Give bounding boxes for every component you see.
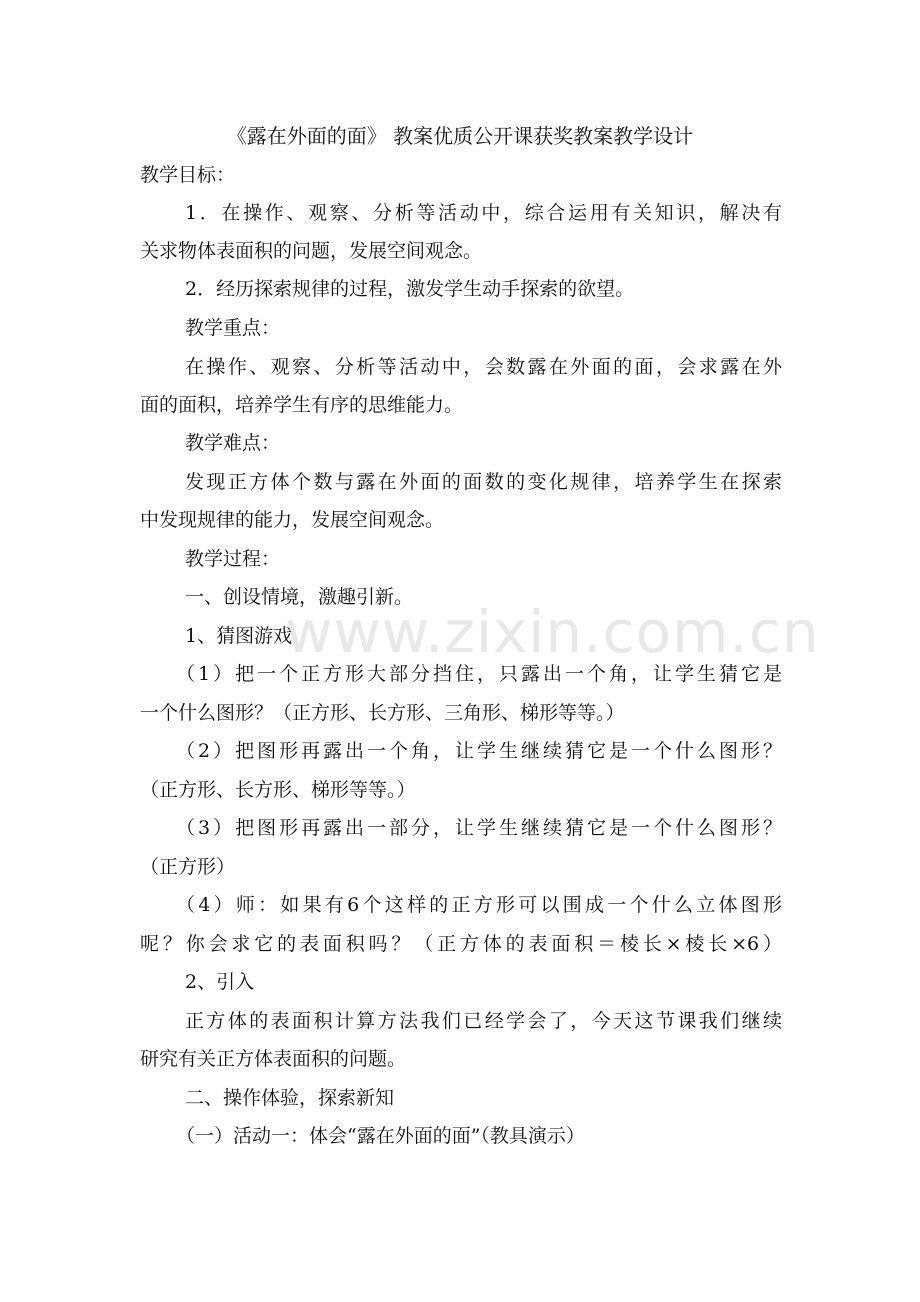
paragraph-line: 正方体的表面积计算方法我们已经学会了，今天这节课我们继续 <box>185 1010 782 1032</box>
section-heading: 一、创设情境，激趣引新。 <box>185 586 414 608</box>
section-heading: 二、操作体验，探索新知 <box>185 1087 395 1109</box>
paragraph-line: 1．在操作、观察、分析等活动中，综合运用有关知识，解决有 <box>185 202 782 224</box>
heading-key-points: 教学重点： <box>185 317 281 339</box>
paragraph-line: （3）把图形再露出一部分，让学生继续猜它是一个什么图形？ <box>176 817 782 839</box>
paragraph-line: 面的面积，培养学生有序的思维能力。 <box>140 394 464 416</box>
paragraph-line: 研究有关正方体表面积的问题。 <box>140 1048 407 1070</box>
heading-objectives: 教学目标： <box>140 164 236 186</box>
paragraph-line: （正方形） <box>140 856 236 878</box>
paragraph-line: 一个什么图形？（正方形、长方形、三角形、梯形等等。） <box>140 702 625 724</box>
subsection-heading: 1、猜图游戏 <box>185 625 293 647</box>
paragraph-line: （2）把图形再露出一个角，让学生继续猜它是一个什么图形？ <box>176 740 782 762</box>
subsection-heading: 2、引入 <box>185 971 255 993</box>
paragraph-line: （1）把一个正方形大部分挡住，只露出一个角，让学生猜它是 <box>176 663 782 685</box>
paragraph-line: 中发现规律的能力，发展空间观念。 <box>140 509 445 531</box>
paragraph-line: 发现正方体个数与露在外面的面数的变化规律，培养学生在探索 <box>185 471 782 493</box>
paragraph-line: （正方形、长方形、梯形等等。） <box>140 779 416 801</box>
heading-process: 教学过程： <box>185 548 281 570</box>
subsection-heading: （一）活动一：体会“露在外面的面”（教具演示） <box>176 1125 585 1147</box>
paragraph-line: 在操作、观察、分析等活动中，会数露在外面的面，会求露在外 <box>185 356 782 378</box>
paragraph-line: 呢？你会求它的表面积吗？（正方体的表面积＝棱长×棱长×6） <box>140 933 782 955</box>
watermark: www.zixin.com.cn <box>285 598 820 666</box>
document-title: 《露在外面的面》 教案优质公开课获奖教案教学设计 <box>226 124 694 148</box>
paragraph-line: （4）师：如果有6个这样的正方形可以围成一个什么立体图形 <box>176 894 782 916</box>
paragraph-line: 2．经历探索规律的过程，激发学生动手探索的欲望。 <box>185 278 635 300</box>
paragraph-line: 关求物体表面积的问题，发展空间观念。 <box>140 240 483 262</box>
heading-difficulties: 教学难点： <box>185 432 281 454</box>
